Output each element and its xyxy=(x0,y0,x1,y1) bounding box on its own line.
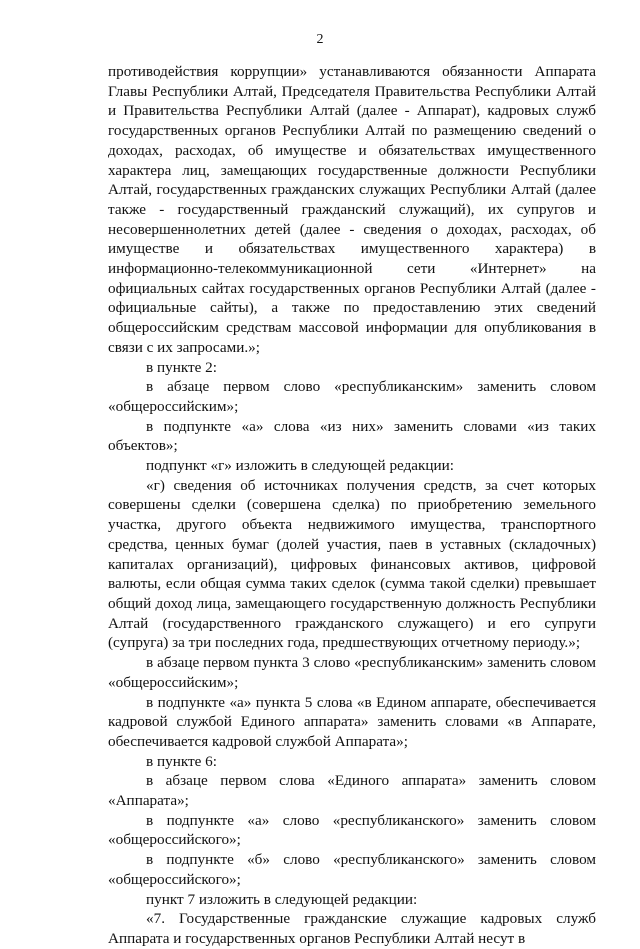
paragraph: противодействия коррупции» устанавливаются обязанности Аппарата Главы Республики Алтай, Председателя Правительства Республики Алтай и Правительства Республики Алтай (далее - Аппарат), кадровых служб государственных органов Республики Алтай по размещению сведений о доходах, расходах, об имуществе и обязательствах имущественного характера лиц, замещающих государственные должности Республики Алтай, государственных гражданских служащих Республики Алтай (далее также - государственный гражданский служащий), их супругов и несовершеннолетних детей (далее - сведения о доходах, расходах, об имуществе и обязательствах имущественного характера) в информационно-телекоммуникационной сети «Интернет» на официальных сайтах государственных органов Республики Алтай (далее - официальные сайты), а также по предоставлению этих сведений общероссийским средствам массовой информации для опубликования в связи с их запросами.»; xyxy=(108,63,596,356)
paragraph: в абзаце первом пункта 3 слово «республиканским» заменить словом «общероссийским»; xyxy=(108,654,596,691)
paragraph: в абзаце первом слова «Единого аппарата» заменить словом «Аппарата»; xyxy=(108,772,596,810)
paragraph: «7. Государственные гражданские служащие кадровых служб Аппарата и государственных органов Республики Алтай несут в xyxy=(108,910,596,947)
paragraph: в абзаце первом слово «республиканским» заменить словом «общероссийским»; xyxy=(108,378,596,415)
paragraph: пункт 7 изложить в следующей редакции: xyxy=(146,890,418,908)
document-body xyxy=(108,62,596,949)
paragraph: в пункте 6: xyxy=(146,752,217,770)
paragraph: подпункт «г» изложить в следующей редакции: xyxy=(146,457,455,475)
paragraph: в подпункте «а» слова «из них» заменить словами «из таких объектов»; xyxy=(108,417,596,455)
paragraph: в подпункте «а» пункта 5 слова «в Едином аппарате, обеспечивается кадровой службой Единого аппарата» заменить словами «в Аппарате, обеспечивается кадровой службой Аппарата»; xyxy=(108,693,596,750)
paragraph: в пункте 2: xyxy=(146,358,217,376)
page-number: 2 xyxy=(316,32,324,47)
paragraph: «г) сведения об источниках получения средств, за счет которых совершены сделки (совершена сделка) по приобретению земельного участка, другого объекта недвижимого имущества, транспортного средства, ценных бумаг (долей участия, паев в уставных (складочных) капиталах организаций), цифровых финансовых активов, цифровой валюты, если общая сумма таких сделок (сумма такой сделки) превышает общий доход лица, замещающего государственную должность Республики Алтай (государственного гражданского служащего) и его супруги (супруга) за три последних года, предшествующих отчетному периоду.»; xyxy=(108,476,596,652)
paragraph: в подпункте «б» слово «республиканского» заменить словом «общероссийского»; xyxy=(108,851,596,888)
paragraph: в подпункте «а» слово «республиканского» заменить словом «общероссийского»; xyxy=(108,811,596,849)
